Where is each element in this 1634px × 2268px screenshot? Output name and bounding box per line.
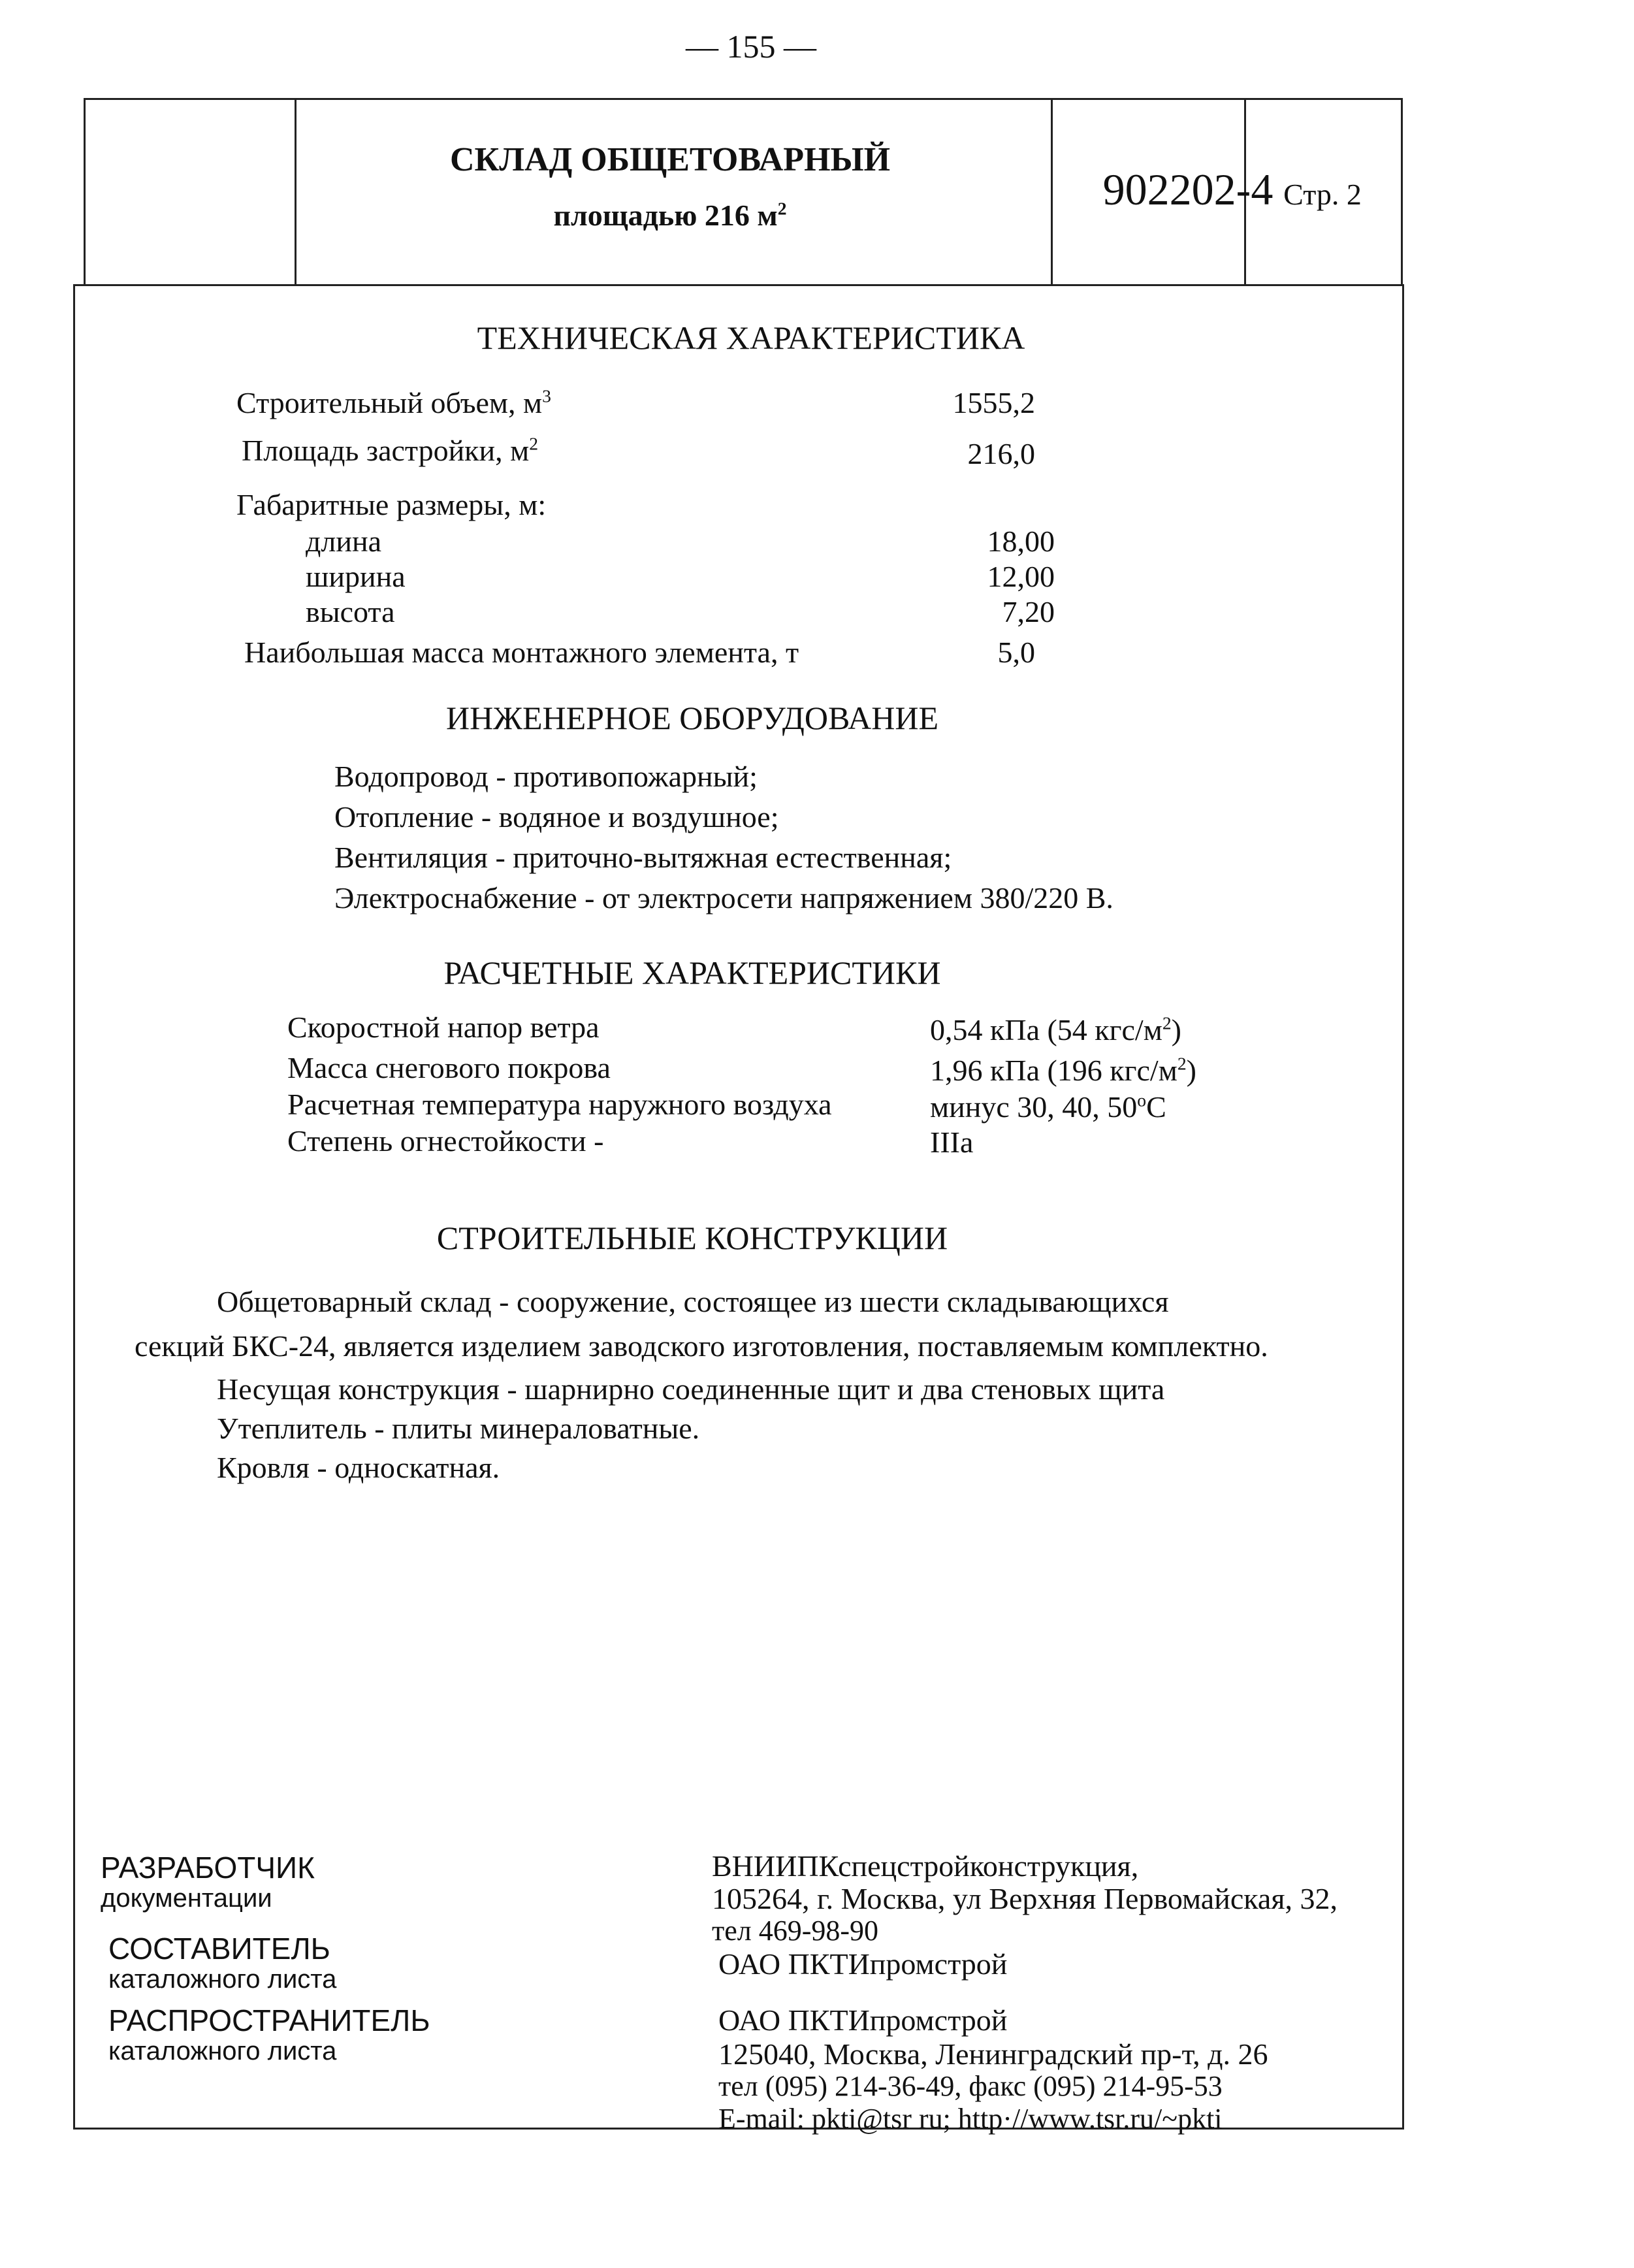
length-label: длина (306, 525, 382, 558)
distributor-web: E-mail: pkti@tsr ru; http·//www.tsr.ru/~pkti (718, 2103, 1223, 2135)
engineering-line: Вентиляция - приточно-вытяжная естественная; (334, 841, 952, 874)
width-label: ширина (306, 560, 406, 593)
developer-org: ВНИИПКспецстройконструкция, (712, 1849, 1139, 1883)
developer-phone: тел 469-98-90 (712, 1915, 879, 1947)
construction-line: Общетоварный склад - сооружение, состоящее из шести складывающихся (217, 1285, 1169, 1318)
width-value: 12,00 (987, 560, 1055, 593)
fire-label: Степень огнестойкости - (287, 1124, 604, 1158)
construction-line: Кровля - односкатная. (217, 1451, 500, 1484)
construction-line: Утеплитель - плиты минераловатные. (217, 1412, 700, 1445)
developer-sub: документации (101, 1884, 272, 1913)
developer-title: РАЗРАБОТЧИК (101, 1851, 315, 1885)
volume-value: 1555,2 (952, 386, 1035, 419)
dims-label: Габаритные размеры, м: (236, 488, 547, 521)
construction-line: Несущая конструкция - шарнирно соединенные щит и два стеновых щита (217, 1372, 1165, 1406)
compiler-org: ОАО ПКТИпромстрой (718, 1947, 1008, 1981)
wind-value: 0,54 кПа (54 кгс/$м^2$) (930, 1012, 1181, 1046)
mass-value: 5,0 (997, 636, 1035, 669)
length-value: 18,00 (987, 525, 1055, 558)
distributor-org: ОАО ПКТИпромстрой (718, 2003, 1008, 2037)
temp-value: минус 30, 40, $50^оС$ (930, 1090, 1166, 1124)
wind-label: Скоростной напор ветра (287, 1011, 600, 1044)
title-block (84, 98, 1403, 284)
height-value: 7,20 (1002, 595, 1055, 628)
distributor-title: РАСПРОСТРАНИТЕЛЬ (108, 2003, 430, 2037)
distributor-sub: каталожного листа (108, 2037, 337, 2066)
volume-label: Строительный объем, $м^3$ (236, 385, 551, 419)
distributor-phone: тел (095) 214-36-49, факс (095) 214-95-53 (718, 2070, 1223, 2102)
engineering-line: Отопление - водяное и воздушное; (334, 800, 779, 834)
mass-label: Наибольшая масса монтажного элемента, т (244, 636, 799, 669)
distributor-address: 125040, Москва, Ленинградский пр-т, д. 26 (718, 2037, 1268, 2071)
height-label: высота (306, 595, 395, 628)
snow-value: 1,96 кПа (196 кгс/$м^2$) (930, 1053, 1196, 1087)
tech-heading: ТЕХНИЧЕСКАЯ ХАРАКТЕРИСТИКА (477, 319, 1025, 356)
snow-label: Масса снегового покрова (287, 1051, 611, 1084)
engineering-line: Электроснабжение - от электросети напряжением 380/220 В. (334, 881, 1113, 915)
compiler-title: СОСТАВИТЕЛЬ (108, 1932, 330, 1966)
document-code: 902202-4 (1102, 165, 1274, 214)
engineering-line: Водопровод - противопожарный; (334, 760, 758, 793)
compiler-sub: каталожного листа (108, 1965, 337, 1994)
temp-label: Расчетная температура наружного воздуха (287, 1088, 832, 1121)
developer-address: 105264, г. Москва, ул Верхняя Первомайская, 32, (712, 1882, 1338, 1915)
page-label: Стр. 2 (1283, 178, 1362, 211)
engineering-heading: ИНЖЕНЕРНОЕ ОБОРУДОВАНИЕ (445, 700, 939, 736)
document-title: СКЛАД ОБЩЕТОВАРНЫЙ (449, 141, 891, 178)
calc-heading: РАСЧЕТНЫЕ ХАРАКТЕРИСТИКИ (443, 954, 941, 991)
construction-heading: СТРОИТЕЛЬНЫЕ КОНСТРУКЦИИ (436, 1220, 948, 1256)
construction-line: секций БКС-24, является изделием заводского изготовления, поставляемым комплектно. (135, 1329, 1268, 1363)
area-label: Площадь застройки, $м^2$ (242, 433, 539, 467)
fire-value: IIIa (930, 1126, 974, 1159)
title-block-divider (295, 100, 296, 284)
page-number: — 155 — (686, 28, 816, 65)
document-subtitle: площадью 216 $м^2$ (553, 198, 787, 232)
area-value: 216,0 (967, 437, 1035, 470)
